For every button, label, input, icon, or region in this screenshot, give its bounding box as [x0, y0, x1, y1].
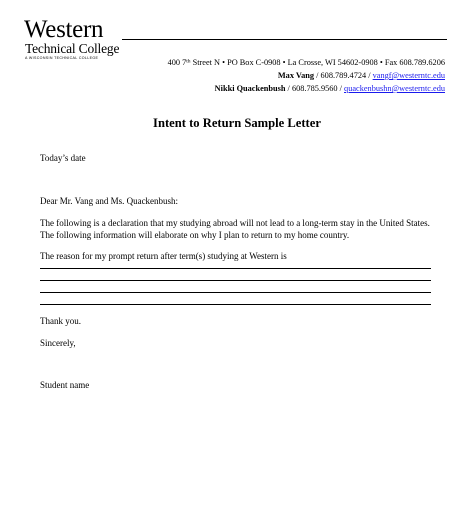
blank-line — [40, 292, 431, 293]
logo-name: Western — [24, 16, 104, 43]
letter-title: Intent to Return Sample Letter — [153, 116, 321, 130]
reason-prompt: The reason for my prompt return after term(s) studying at Western is — [40, 251, 287, 261]
blank-line — [40, 280, 431, 281]
thank-you: Thank you. — [40, 316, 81, 326]
contact-email-link[interactable]: quackenbushn@westerntc.edu — [344, 84, 445, 93]
closing: Sincerely, — [40, 338, 76, 348]
contact-name: Max Vang — [277, 71, 315, 80]
contact-phone: 608.789.4724 — [320, 71, 367, 80]
paragraph-line-2: The following information will elaborate on why I plan to return to my home country. — [40, 230, 350, 240]
header-rule — [122, 39, 447, 40]
contact-max-vang: Max Vang / 608.789.4724 / vangf@westerntc.edu — [277, 71, 445, 80]
contact-email-link[interactable]: vangf@westerntc.edu — [372, 71, 445, 80]
blank-line — [40, 304, 431, 305]
date-line: Today’s date — [40, 153, 86, 163]
contact-name: Nikki Quackenbush — [214, 84, 286, 93]
blank-line — [40, 268, 431, 269]
contact-phone: 608.785.9560 — [291, 84, 338, 93]
street-address: 400 7th Street N • PO Box C-0908 • La Crosse, WI 54602-0908 • Fax 608.789.6206 — [167, 58, 445, 67]
signature-name: Student name — [40, 380, 90, 390]
logo-tagline: A WISCONSIN TECHNICAL COLLEGE — [25, 56, 99, 60]
contact-nikki-quackenbush: Nikki Quackenbush / 608.785.9560 / quackenbushn@westerntc.edu — [214, 84, 445, 93]
logo-subtitle: Technical College — [25, 41, 120, 56]
address-block — [168, 56, 445, 95]
salutation: Dear Mr. Vang and Ms. Quackenbush: — [40, 196, 179, 206]
paragraph-line-1: The following is a declaration that my studying abroad will not lead to a long-term stay in the United States. — [40, 218, 430, 228]
